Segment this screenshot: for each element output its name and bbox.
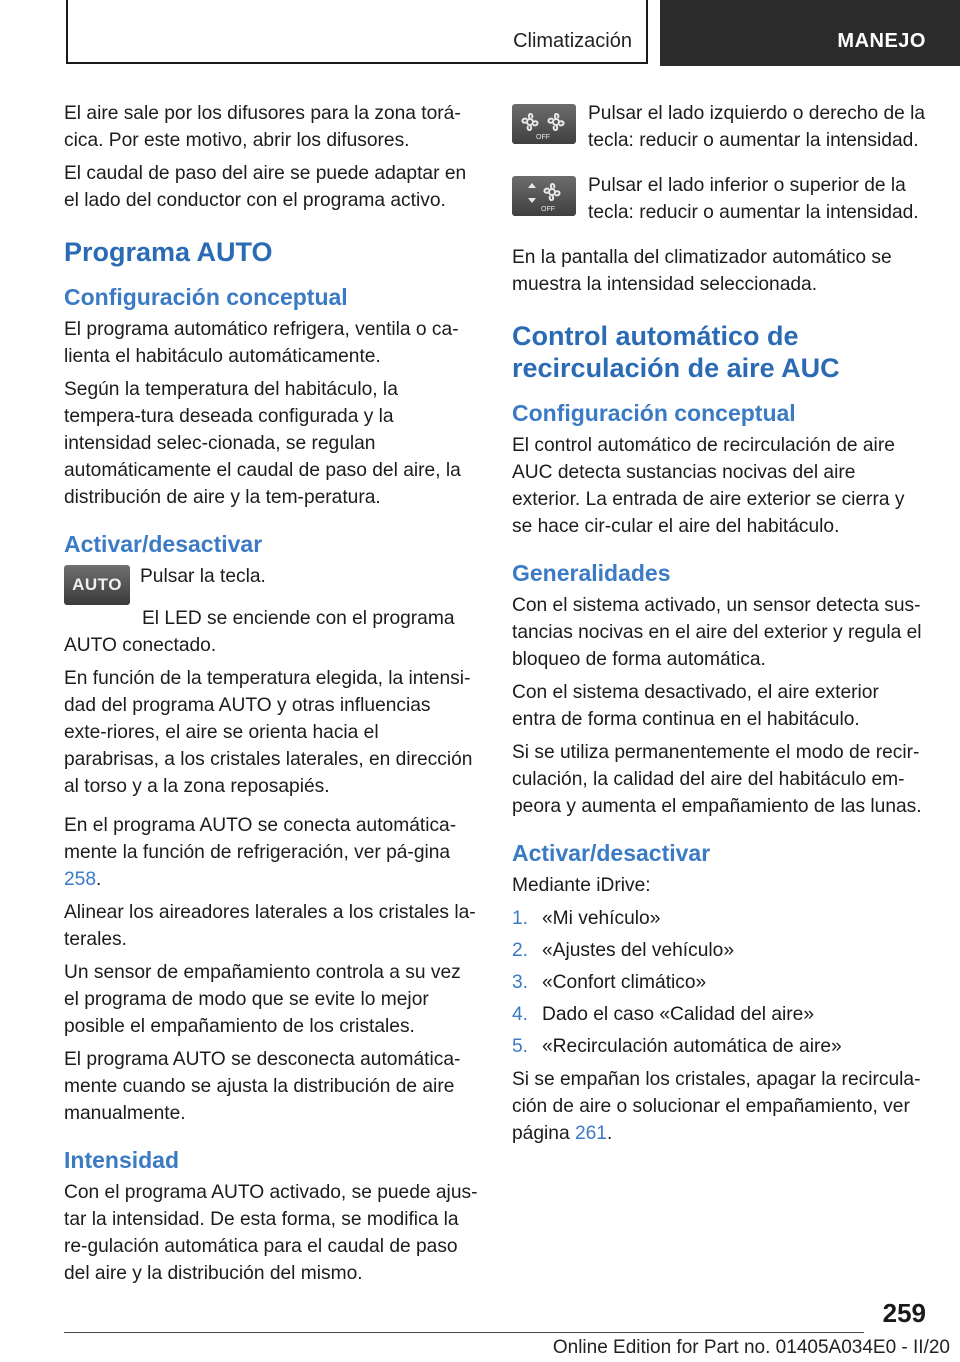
text: En el programa AUTO se conecta automática-mente la función de refrigeración, ver pá-gina xyxy=(64,815,457,863)
paragraph: Con el sistema activado, un sensor detecta sus-tancias nocivas en el aire del exterior y regula el bloqueo de forma automática. xyxy=(512,595,922,670)
text: . xyxy=(606,1123,613,1144)
page-link-258[interactable]: 258 xyxy=(64,869,97,890)
paragraph: Con el sistema desactivado, el aire exterior entra de forma continua en el habitáculo. xyxy=(512,682,879,730)
paragraph: Pulsar el lado izquierdo o derecho de la tecla: reducir o aumentar la intensidad. xyxy=(588,103,926,151)
paragraph: En la pantalla del climatizador automático se muestra la intensidad seleccionada. xyxy=(512,247,892,295)
paragraph xyxy=(64,812,478,893)
paragraph: Con el programa AUTO activado, se puede ajus-tar la intensidad. De esta forma, se modifica la re-gulación automática para el caudal de paso del aire y la distribución del mismo. xyxy=(64,1182,478,1284)
paragraph: Pulsar la tecla. xyxy=(140,566,266,587)
paragraph: El caudal de paso del aire se puede adaptar en el lado del conductor con el programa activo. xyxy=(64,163,467,211)
heading-activar-desactivar: Activar/desactivar xyxy=(512,840,711,866)
fan-lr-row xyxy=(512,100,926,160)
right-column xyxy=(512,100,926,1153)
list-item: 1. «Mi vehículo» xyxy=(512,908,661,929)
fan-ud-row xyxy=(512,172,926,232)
section-tab xyxy=(660,0,960,66)
heading-activar-desactivar: Activar/desactivar xyxy=(64,531,263,557)
paragraph xyxy=(512,1066,926,1147)
footer-divider xyxy=(64,1332,864,1333)
list-item: 5. «Recirculación automática de aire» xyxy=(512,1036,842,1057)
chapter-title: Climatización xyxy=(513,30,632,52)
auto-key-icon: AUTO xyxy=(64,565,130,605)
text: Si se empañan los cristales, apagar la recircula-ción de aire o solucionar el empañamiento, ver página xyxy=(512,1069,921,1144)
chapter-tab xyxy=(66,0,648,64)
idrive-steps-list xyxy=(512,905,926,1060)
svg-text:OFF: OFF xyxy=(541,206,555,213)
paragraph: Un sensor de empañamiento controla a su vez el programa de modo que se evite lo mejor posible el empañamiento de los cristales. xyxy=(64,962,461,1037)
svg-text:OFF: OFF xyxy=(536,134,550,141)
paragraph: Pulsar el lado inferior o superior de la tecla: reducir o aumentar la intensidad. xyxy=(588,175,919,223)
heading-configuracion-conceptual: Configuración conceptual xyxy=(512,400,796,426)
list-item: 4. Dado el caso «Calidad del aire» xyxy=(512,1004,814,1025)
led-text: El LED se enciende con el programa AUTO conectado. xyxy=(64,608,455,656)
heading-control-auc: Control automático de recirculación de aire AUC xyxy=(512,321,840,383)
page-header xyxy=(0,0,960,66)
paragraph: Según la temperatura del habitáculo, la tempera-tura deseada configurada y la intensidad selec-cionada, se regulan automáticamente el caudal de paso del aire, la distribución de aire y la tem-peratura. xyxy=(64,379,461,508)
page-link-261[interactable]: 261 xyxy=(574,1123,607,1144)
paragraph: El aire sale por los difusores para la zona torá-cica. Por este motivo, abrir los difusores. xyxy=(64,103,461,151)
paragraph: Alinear los aireadores laterales a los cristales la-terales. xyxy=(64,902,476,950)
paragraph: El control automático de recirculación de aire AUC detecta sustancias nocivas del aire exterior. La entrada de aire exterior se cierra y se hace cir-cular el aire del habitáculo. xyxy=(512,435,905,537)
fan-up-down-key-icon xyxy=(512,176,576,216)
auto-key-row xyxy=(64,563,478,605)
fan-left-right-key-icon xyxy=(512,104,576,144)
paragraph: El programa automático refrigera, ventila o ca-lienta el habitáculo automáticamente. xyxy=(64,319,459,367)
paragraph: En función de la temperatura elegida, la intensi-dad del programa AUTO y otras influencias exte-riores, el aire se orienta hacia el parabrisas, a los cristales laterales, en dirección al torso y a la zona reposapiés. xyxy=(64,668,473,797)
paragraph: Si se utiliza permanentemente el modo de recir-culación, la calidad del aire del habitáculo em-peora y aumenta el empañamiento de las lunas. xyxy=(512,742,922,817)
paragraph: Mediante iDrive: xyxy=(512,875,651,896)
list-item: 3. «Confort climático» xyxy=(512,972,707,993)
heading-generalidades: Generalidades xyxy=(512,560,671,586)
left-column xyxy=(64,100,478,1293)
section-title: MANEJO xyxy=(837,30,926,52)
list-item: 2. «Ajustes del vehículo» xyxy=(512,940,734,961)
page-number: 259 xyxy=(882,1298,926,1328)
paragraph xyxy=(64,605,478,659)
paragraph: El programa AUTO se desconecta automática-mente cuando se ajusta la distribución de aire manualmente. xyxy=(64,1049,461,1124)
heading-configuracion-conceptual: Configuración conceptual xyxy=(64,284,348,310)
footer-edition: Online Edition for Part no. 01405A034E0 - II/20 xyxy=(552,1337,950,1358)
heading-intensidad: Intensidad xyxy=(64,1147,180,1173)
text: . xyxy=(96,869,102,890)
heading-programa-auto: Programa AUTO xyxy=(64,237,273,267)
